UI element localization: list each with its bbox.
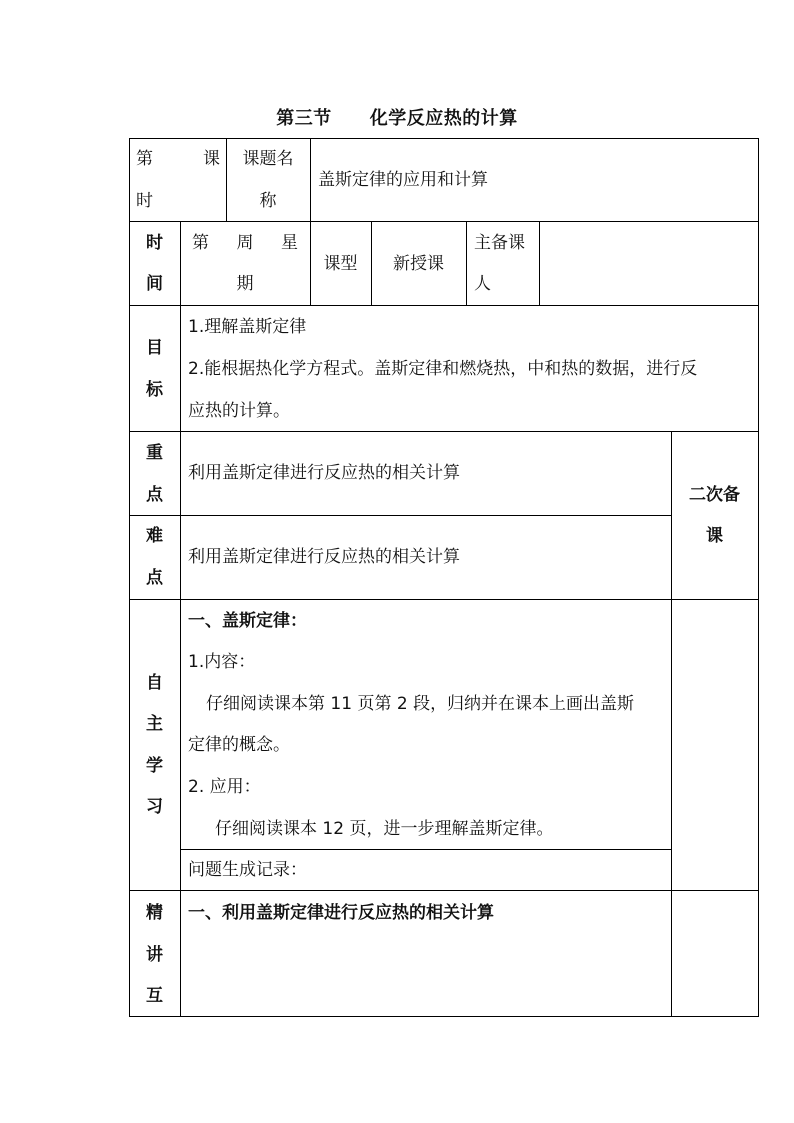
- difficulty-value: 利用盖斯定律进行反应热的相关计算: [188, 547, 460, 567]
- row-divider: [129, 515, 672, 516]
- lecture-label-1: 精: [146, 903, 163, 923]
- topic-label: 课题名: [242, 149, 294, 169]
- goal-line-3: 应热的计算。: [188, 401, 290, 421]
- section-number: 第三节: [276, 108, 332, 129]
- key-point-label-line2: 点: [146, 485, 163, 505]
- page-title: [0, 104, 794, 130]
- self-study-item-1-text: 仔细阅读课本第 11 页第 2 段，归纳并在课本上画出盖斯: [206, 694, 635, 714]
- self-study-label-2: 主: [146, 714, 163, 734]
- lecture-heading: 一、利用盖斯定律进行反应热的相关计算: [188, 903, 494, 923]
- lecture-label-2: 讲: [146, 945, 163, 965]
- self-study-heading: 一、盖斯定律：: [188, 611, 307, 631]
- second-prep-label-line2: 课: [706, 526, 723, 546]
- preparer-label-line2: 人: [474, 274, 491, 294]
- goal-label: 目: [146, 338, 163, 358]
- table-border-top: [129, 138, 759, 139]
- course-type-value: 新授课: [393, 254, 444, 274]
- time-label: 时: [146, 233, 163, 253]
- lesson-label-line2: 时: [136, 191, 153, 211]
- self-study-item-1: 1.内容：: [188, 652, 256, 672]
- self-study-item-1-text-line2: 定律的概念。: [188, 735, 290, 755]
- preparer-label: 主备课: [474, 233, 525, 253]
- question-record-label: 问题生成记录：: [188, 860, 307, 880]
- second-prep-label: 二次备: [689, 485, 740, 505]
- key-point-value: 利用盖斯定律进行反应热的相关计算: [188, 463, 460, 483]
- self-study-label-3: 学: [146, 756, 163, 776]
- lecture-label-3: 互: [146, 986, 163, 1006]
- col-divider: [466, 221, 467, 306]
- time-label-line2: 间: [146, 274, 163, 294]
- topic-value: 盖斯定律的应用和计算: [318, 170, 488, 190]
- table-border-right: [758, 138, 759, 1017]
- col-divider: [180, 221, 181, 1016]
- difficulty-label: 难: [146, 526, 163, 546]
- self-study-label-4: 习: [146, 797, 163, 817]
- key-point-label: 重: [146, 443, 163, 463]
- week-label-line2: 期: [236, 274, 254, 294]
- week-label: 第 周 星: [192, 233, 298, 253]
- self-study-label-1: 自: [146, 673, 163, 693]
- table-border-bottom: [129, 1016, 759, 1017]
- topic-label-line2: 称: [259, 191, 277, 211]
- self-study-item-2-text: 仔细阅读课本 12 页，进一步理解盖斯定律。: [215, 819, 554, 839]
- difficulty-label-line2: 点: [146, 568, 163, 588]
- self-study-item-2: 2. 应用：: [188, 777, 261, 797]
- goal-line-2: 2.能根据热化学方程式。盖斯定律和燃烧热，中和热的数据，进行反: [188, 359, 698, 379]
- course-type-label: 课型: [323, 254, 358, 274]
- goal-label-line2: 标: [146, 380, 163, 400]
- goal-line-1: 1.理解盖斯定律: [188, 317, 307, 337]
- col-divider: [539, 221, 540, 306]
- lesson-label: 第 课: [136, 149, 220, 169]
- section-title: 化学反应热的计算: [369, 108, 518, 129]
